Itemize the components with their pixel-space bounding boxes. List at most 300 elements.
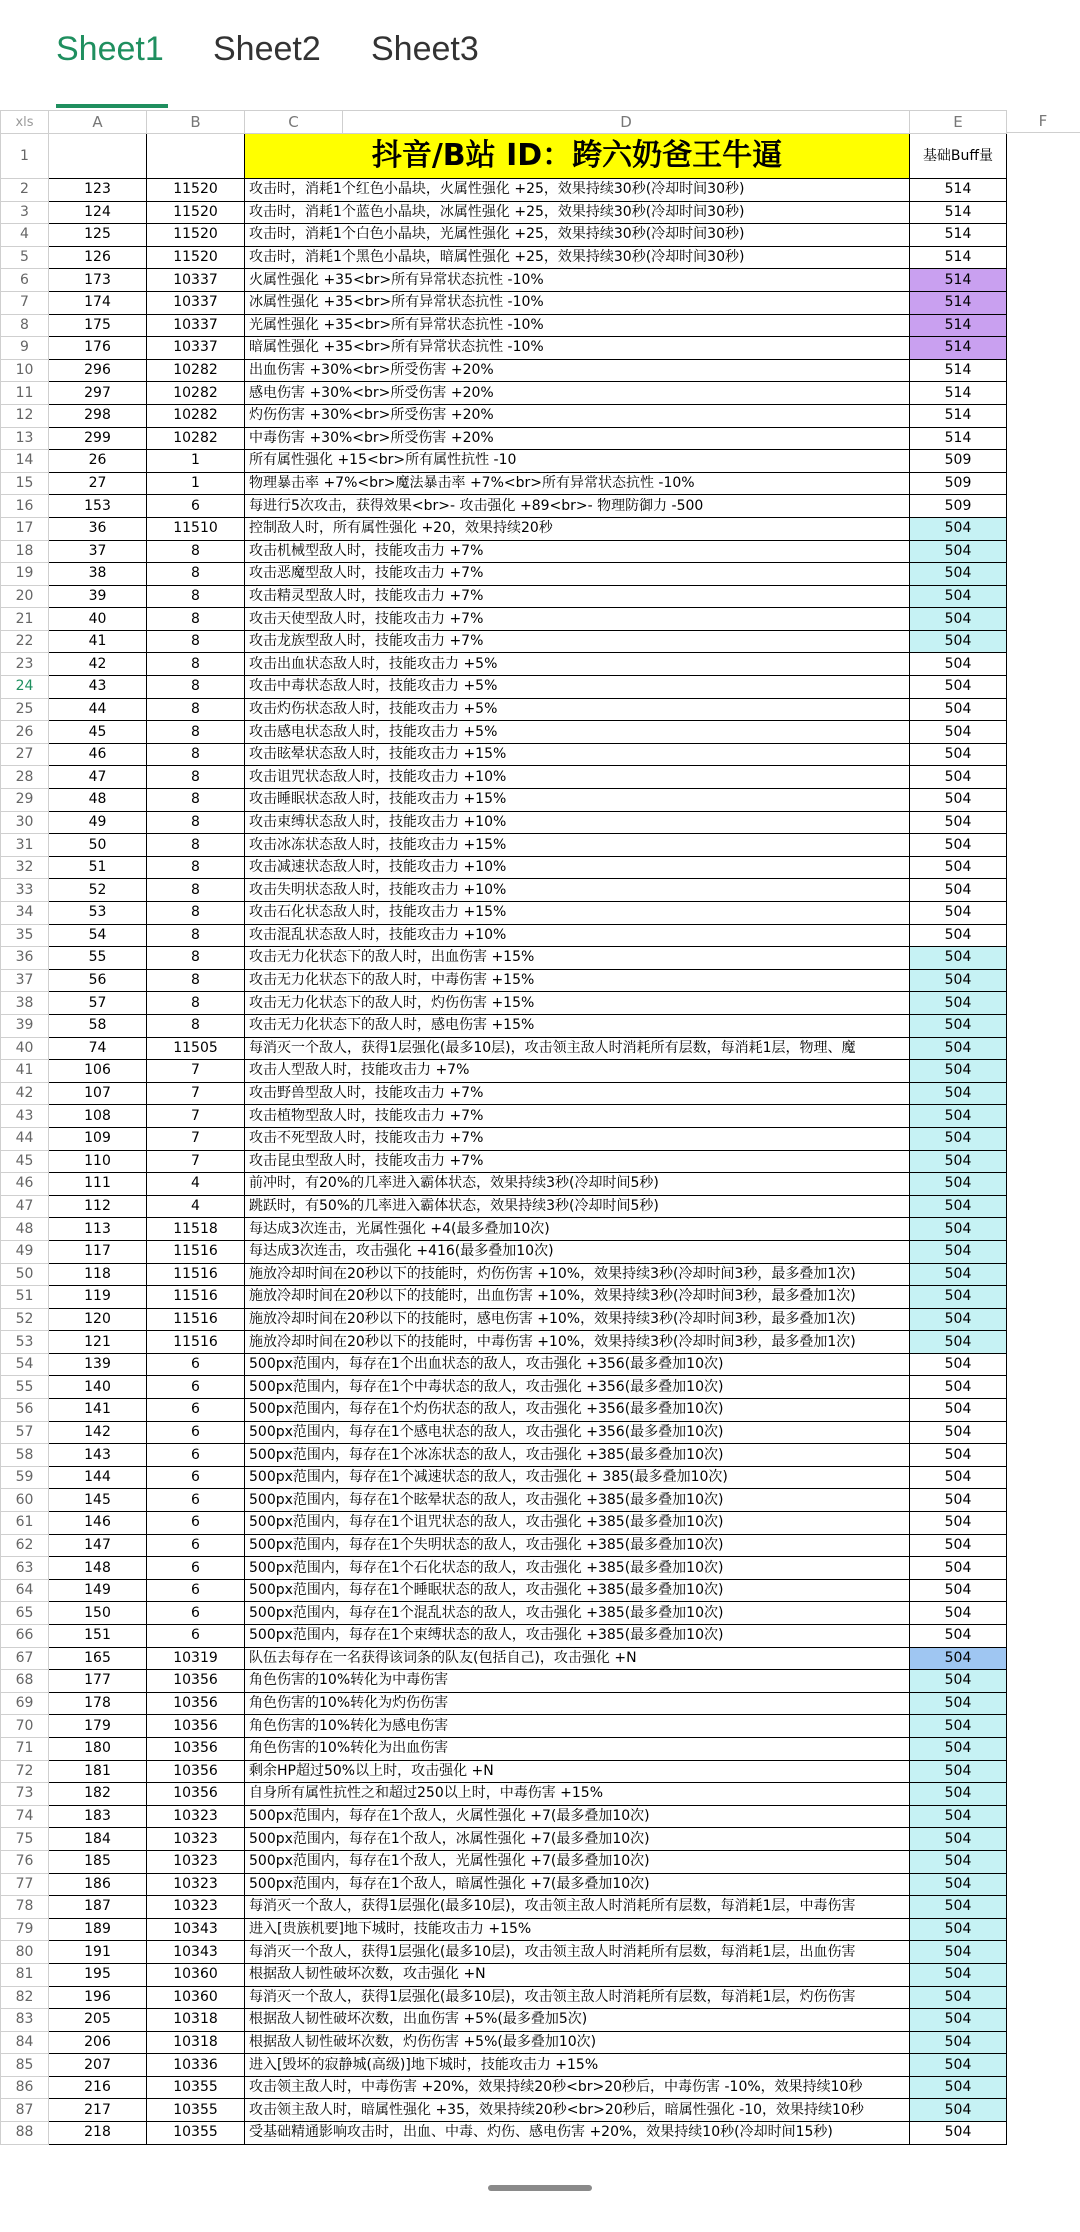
row-header[interactable]: 61	[1, 1512, 49, 1535]
column-header-e[interactable]: E	[910, 111, 1007, 134]
cell-buff[interactable]: 504	[910, 1602, 1007, 1625]
cell-description[interactable]: 物理暴击率 +7%<br>魔法暴击率 +7%<br>所有异常状态抗性 -10%	[245, 472, 910, 495]
cell-buff[interactable]: 504	[910, 1466, 1007, 1489]
cell-buff[interactable]: 504	[910, 1850, 1007, 1873]
cell-buff[interactable]: 504	[910, 1534, 1007, 1557]
tab-sheet2[interactable]: Sheet2	[213, 30, 321, 68]
cell-b[interactable]: 8	[147, 947, 245, 970]
tab-sheet1[interactable]: Sheet1	[56, 30, 164, 68]
row-header[interactable]: 86	[1, 2076, 49, 2099]
cell-buff[interactable]: 504	[910, 924, 1007, 947]
cell-b1[interactable]	[147, 134, 245, 179]
cell-a[interactable]: 174	[49, 291, 147, 314]
cell-a[interactable]: 44	[49, 698, 147, 721]
row-header[interactable]: 31	[1, 834, 49, 857]
row-header[interactable]: 28	[1, 766, 49, 789]
row-header[interactable]: 62	[1, 1534, 49, 1557]
cell-buff[interactable]: 504	[910, 1557, 1007, 1580]
cell-buff[interactable]: 504	[910, 1670, 1007, 1693]
cell-buff[interactable]: 514	[910, 314, 1007, 337]
row-header[interactable]: 1	[1, 134, 49, 179]
row-header[interactable]: 68	[1, 1670, 49, 1693]
cell-buff[interactable]: 504	[910, 743, 1007, 766]
column-header-d[interactable]: D	[343, 111, 910, 134]
cell-b[interactable]: 1	[147, 472, 245, 495]
cell-b[interactable]: 10356	[147, 1692, 245, 1715]
cell-b[interactable]: 8	[147, 585, 245, 608]
cell-b[interactable]: 6	[147, 1579, 245, 1602]
cell-b[interactable]: 8	[147, 653, 245, 676]
cell-a[interactable]: 195	[49, 1963, 147, 1986]
row-header[interactable]: 60	[1, 1489, 49, 1512]
cell-description[interactable]: 500px范围内，每存在1个敌人，光属性强化 +7(最多叠加10次)	[245, 1850, 910, 1873]
row-header[interactable]: 84	[1, 2031, 49, 2054]
cell-b[interactable]: 6	[147, 1444, 245, 1467]
cell-a[interactable]: 176	[49, 337, 147, 360]
row-header[interactable]: 57	[1, 1421, 49, 1444]
cell-a[interactable]: 153	[49, 495, 147, 518]
row-header[interactable]: 79	[1, 1918, 49, 1941]
cell-description[interactable]: 根据敌人韧性破坏次数，出血伤害 +5%(最多叠加5次)	[245, 2009, 910, 2032]
cell-buff[interactable]: 504	[910, 1805, 1007, 1828]
cell-a[interactable]: 117	[49, 1240, 147, 1263]
row-header[interactable]: 53	[1, 1331, 49, 1354]
cell-b[interactable]: 10323	[147, 1850, 245, 1873]
cell-a[interactable]: 48	[49, 789, 147, 812]
cell-a[interactable]: 54	[49, 924, 147, 947]
cell-description[interactable]: 受基础精通影响攻击时，出血、中毒、灼伤、感电伤害 +20%，效果持续10秒(冷却时间15秒)	[245, 2122, 910, 2145]
cell-buff[interactable]: 504	[910, 1783, 1007, 1806]
cell-a[interactable]: 218	[49, 2122, 147, 2145]
cell-buff[interactable]: 504	[910, 1579, 1007, 1602]
cell-buff[interactable]: 514	[910, 427, 1007, 450]
header-cell-e1[interactable]: 基础Buff量	[910, 134, 1007, 179]
row-header[interactable]: 75	[1, 1828, 49, 1851]
cell-description[interactable]: 攻击睡眠状态敌人时，技能攻击力 +15%	[245, 789, 910, 812]
cell-buff[interactable]: 504	[910, 1647, 1007, 1670]
cell-description[interactable]: 攻击无力化状态下的敌人时，灼伤伤害 +15%	[245, 992, 910, 1015]
cell-buff[interactable]: 504	[910, 1263, 1007, 1286]
row-header[interactable]: 20	[1, 585, 49, 608]
cell-buff[interactable]: 504	[910, 1127, 1007, 1150]
cell-buff[interactable]: 504	[910, 2122, 1007, 2145]
cell-buff[interactable]: 504	[910, 2031, 1007, 2054]
cell-buff[interactable]: 504	[910, 1060, 1007, 1083]
cell-a[interactable]: 207	[49, 2054, 147, 2077]
row-header[interactable]: 80	[1, 1941, 49, 1964]
cell-buff[interactable]: 504	[910, 879, 1007, 902]
cell-b[interactable]: 10319	[147, 1647, 245, 1670]
title-cell[interactable]: 抖音/B站 ID：跨六奶爸王牛逼	[245, 134, 910, 179]
row-header[interactable]: 9	[1, 337, 49, 360]
cell-buff[interactable]: 504	[910, 630, 1007, 653]
cell-buff[interactable]: 504	[910, 1240, 1007, 1263]
row-header[interactable]: 81	[1, 1963, 49, 1986]
home-indicator[interactable]	[488, 2185, 592, 2191]
cell-description[interactable]: 每达成3次连击，攻击强化 +416(最多叠加10次)	[245, 1240, 910, 1263]
cell-a[interactable]: 148	[49, 1557, 147, 1580]
cell-a[interactable]: 186	[49, 1873, 147, 1896]
cell-description[interactable]: 攻击诅咒状态敌人时，技能攻击力 +10%	[245, 766, 910, 789]
cell-description[interactable]: 500px范围内，每存在1个睡眠状态的敌人，攻击强化 +385(最多叠加10次)	[245, 1579, 910, 1602]
cell-a[interactable]: 109	[49, 1127, 147, 1150]
cell-buff[interactable]: 514	[910, 382, 1007, 405]
cell-description[interactable]: 每进行5次攻击，获得效果<br>- 攻击强化 +89<br>- 物理防御力 -500	[245, 495, 910, 518]
cell-buff[interactable]: 504	[910, 992, 1007, 1015]
cell-buff[interactable]: 514	[910, 246, 1007, 269]
cell-a[interactable]: 298	[49, 404, 147, 427]
cell-buff[interactable]: 504	[910, 1828, 1007, 1851]
cell-buff[interactable]: 504	[910, 834, 1007, 857]
cell-description[interactable]: 攻击不死型敌人时，技能攻击力 +7%	[245, 1127, 910, 1150]
cell-description[interactable]: 攻击精灵型敌人时，技能攻击力 +7%	[245, 585, 910, 608]
cell-b[interactable]: 10318	[147, 2031, 245, 2054]
cell-b[interactable]: 7	[147, 1105, 245, 1128]
cell-b[interactable]: 11518	[147, 1218, 245, 1241]
cell-description[interactable]: 火属性强化 +35<br>所有异常状态抗性 -10%	[245, 269, 910, 292]
cell-a[interactable]: 191	[49, 1941, 147, 1964]
row-header[interactable]: 71	[1, 1737, 49, 1760]
cell-description[interactable]: 500px范围内，每存在1个敌人，冰属性强化 +7(最多叠加10次)	[245, 1828, 910, 1851]
row-header[interactable]: 56	[1, 1399, 49, 1422]
cell-b[interactable]: 10355	[147, 2099, 245, 2122]
cell-a[interactable]: 26	[49, 450, 147, 473]
cell-description[interactable]: 攻击领主敌人时，暗属性强化 +35，效果持续20秒<br>20秒后，暗属性强化 -10，效果持续10秒	[245, 2099, 910, 2122]
cell-a1[interactable]	[49, 134, 147, 179]
cell-b[interactable]: 6	[147, 1421, 245, 1444]
cell-description[interactable]: 500px范围内，每存在1个敌人，火属性强化 +7(最多叠加10次)	[245, 1805, 910, 1828]
cell-buff[interactable]: 504	[910, 676, 1007, 699]
cell-b[interactable]: 10355	[147, 2076, 245, 2099]
cell-a[interactable]: 45	[49, 721, 147, 744]
cell-description[interactable]: 进入[贵族机要]地下城时，技能攻击力 +15%	[245, 1918, 910, 1941]
cell-description[interactable]: 进入[毁坏的寂静城(高级)]地下城时，技能攻击力 +15%	[245, 2054, 910, 2077]
row-header[interactable]: 7	[1, 291, 49, 314]
cell-b[interactable]: 8	[147, 834, 245, 857]
cell-description[interactable]: 灼伤伤害 +30%<br>所受伤害 +20%	[245, 404, 910, 427]
cell-b[interactable]: 10323	[147, 1805, 245, 1828]
row-header[interactable]: 38	[1, 992, 49, 1015]
cell-description[interactable]: 每消灭一个敌人，获得1层强化(最多10层)，攻击领主敌人时消耗所有层数，每消耗1层，物理、魔	[245, 1037, 910, 1060]
cell-buff[interactable]: 504	[910, 1918, 1007, 1941]
cell-description[interactable]: 感电伤害 +30%<br>所受伤害 +20%	[245, 382, 910, 405]
cell-buff[interactable]: 504	[910, 517, 1007, 540]
cell-b[interactable]: 11520	[147, 246, 245, 269]
row-header[interactable]: 39	[1, 1014, 49, 1037]
cell-buff[interactable]: 514	[910, 269, 1007, 292]
cell-a[interactable]: 58	[49, 1014, 147, 1037]
cell-a[interactable]: 46	[49, 743, 147, 766]
cell-a[interactable]: 217	[49, 2099, 147, 2122]
cell-description[interactable]: 500px范围内，每存在1个束缚状态的敌人，攻击强化 +385(最多叠加10次)	[245, 1625, 910, 1648]
cell-description[interactable]: 攻击天使型敌人时，技能攻击力 +7%	[245, 608, 910, 631]
cell-description[interactable]: 攻击人型敌人时，技能攻击力 +7%	[245, 1060, 910, 1083]
cell-buff[interactable]: 504	[910, 1444, 1007, 1467]
cell-b[interactable]: 10355	[147, 2122, 245, 2145]
row-header[interactable]: 34	[1, 902, 49, 925]
cell-b[interactable]: 6	[147, 1625, 245, 1648]
cell-buff[interactable]: 504	[910, 585, 1007, 608]
cell-b[interactable]: 8	[147, 902, 245, 925]
cell-description[interactable]: 500px范围内，每存在1个眩晕状态的敌人，攻击强化 +385(最多叠加10次)	[245, 1489, 910, 1512]
row-header[interactable]: 29	[1, 789, 49, 812]
cell-a[interactable]: 146	[49, 1512, 147, 1535]
cell-a[interactable]: 120	[49, 1308, 147, 1331]
row-header[interactable]: 51	[1, 1286, 49, 1309]
cell-b[interactable]: 10282	[147, 404, 245, 427]
cell-a[interactable]: 47	[49, 766, 147, 789]
cell-b[interactable]: 8	[147, 879, 245, 902]
row-header[interactable]: 52	[1, 1308, 49, 1331]
cell-b[interactable]: 6	[147, 1399, 245, 1422]
cell-b[interactable]: 6	[147, 1602, 245, 1625]
cell-b[interactable]: 11505	[147, 1037, 245, 1060]
row-header[interactable]: 13	[1, 427, 49, 450]
cell-b[interactable]: 11516	[147, 1286, 245, 1309]
row-header[interactable]: 49	[1, 1240, 49, 1263]
row-header[interactable]: 65	[1, 1602, 49, 1625]
cell-b[interactable]: 10360	[147, 1963, 245, 1986]
cell-description[interactable]: 500px范围内，每存在1个失明状态的敌人，攻击强化 +385(最多叠加10次)	[245, 1534, 910, 1557]
cell-b[interactable]: 8	[147, 969, 245, 992]
row-header[interactable]: 69	[1, 1692, 49, 1715]
row-header[interactable]: 36	[1, 947, 49, 970]
row-header[interactable]: 88	[1, 2122, 49, 2145]
cell-b[interactable]: 10356	[147, 1737, 245, 1760]
row-header[interactable]: 66	[1, 1625, 49, 1648]
cell-a[interactable]: 41	[49, 630, 147, 653]
cell-b[interactable]: 11516	[147, 1263, 245, 1286]
cell-buff[interactable]: 504	[910, 1286, 1007, 1309]
row-header[interactable]: 12	[1, 404, 49, 427]
row-header[interactable]: 25	[1, 698, 49, 721]
cell-description[interactable]: 出血伤害 +30%<br>所受伤害 +20%	[245, 359, 910, 382]
cell-buff[interactable]: 504	[910, 856, 1007, 879]
cell-b[interactable]: 8	[147, 676, 245, 699]
cell-a[interactable]: 52	[49, 879, 147, 902]
cell-buff[interactable]: 504	[910, 789, 1007, 812]
cell-a[interactable]: 196	[49, 1986, 147, 2009]
cell-description[interactable]: 自身所有属性抗性之和超过250以上时，中毒伤害 +15%	[245, 1783, 910, 1806]
cell-a[interactable]: 119	[49, 1286, 147, 1309]
cell-b[interactable]: 8	[147, 811, 245, 834]
cell-a[interactable]: 49	[49, 811, 147, 834]
cell-buff[interactable]: 504	[910, 1195, 1007, 1218]
cell-b[interactable]: 8	[147, 924, 245, 947]
cell-description[interactable]: 冰属性强化 +35<br>所有异常状态抗性 -10%	[245, 291, 910, 314]
cell-a[interactable]: 182	[49, 1783, 147, 1806]
cell-description[interactable]: 500px范围内，每存在1个中毒状态的敌人，攻击强化 +356(最多叠加10次)	[245, 1376, 910, 1399]
spreadsheet-grid[interactable]	[0, 110, 1080, 2145]
cell-b[interactable]: 10323	[147, 1896, 245, 1919]
cell-a[interactable]: 126	[49, 246, 147, 269]
cell-b[interactable]: 8	[147, 766, 245, 789]
cell-buff[interactable]: 514	[910, 224, 1007, 247]
row-header[interactable]: 78	[1, 1896, 49, 1919]
cell-b[interactable]: 7	[147, 1082, 245, 1105]
cell-buff[interactable]: 504	[910, 1737, 1007, 1760]
row-header[interactable]: 44	[1, 1127, 49, 1150]
row-header[interactable]: 64	[1, 1579, 49, 1602]
cell-buff[interactable]: 504	[910, 1512, 1007, 1535]
cell-description[interactable]: 根据敌人韧性破坏次数，灼伤伤害 +5%(最多叠加10次)	[245, 2031, 910, 2054]
row-header[interactable]: 21	[1, 608, 49, 631]
cell-description[interactable]: 攻击时，消耗1个黑色小晶块，暗属性强化 +25，效果持续30秒(冷却时间30秒)	[245, 246, 910, 269]
cell-a[interactable]: 108	[49, 1105, 147, 1128]
cell-buff[interactable]: 504	[910, 1037, 1007, 1060]
cell-a[interactable]: 151	[49, 1625, 147, 1648]
row-header[interactable]: 54	[1, 1353, 49, 1376]
column-header-f[interactable]: F	[1006, 110, 1080, 133]
cell-b[interactable]: 8	[147, 789, 245, 812]
cell-description[interactable]: 前冲时，有20%的几率进入霸体状态，效果持续3秒(冷却时间5秒)	[245, 1173, 910, 1196]
cell-buff[interactable]: 504	[910, 1986, 1007, 2009]
cell-buff[interactable]: 514	[910, 359, 1007, 382]
row-header[interactable]: 10	[1, 359, 49, 382]
cell-description[interactable]: 攻击混乱状态敌人时，技能攻击力 +10%	[245, 924, 910, 947]
cell-buff[interactable]: 504	[910, 947, 1007, 970]
cell-a[interactable]: 42	[49, 653, 147, 676]
cell-a[interactable]: 74	[49, 1037, 147, 1060]
cell-b[interactable]: 7	[147, 1060, 245, 1083]
cell-b[interactable]: 6	[147, 1353, 245, 1376]
cell-buff[interactable]: 504	[910, 1150, 1007, 1173]
cell-buff[interactable]: 504	[910, 540, 1007, 563]
row-header[interactable]: 70	[1, 1715, 49, 1738]
row-header[interactable]: 40	[1, 1037, 49, 1060]
cell-a[interactable]: 106	[49, 1060, 147, 1083]
row-header[interactable]: 82	[1, 1986, 49, 2009]
cell-a[interactable]: 57	[49, 992, 147, 1015]
cell-b[interactable]: 10337	[147, 337, 245, 360]
cell-buff[interactable]: 509	[910, 450, 1007, 473]
cell-description[interactable]: 500px范围内，每存在1个石化状态的敌人，攻击强化 +385(最多叠加10次)	[245, 1557, 910, 1580]
cell-b[interactable]: 10356	[147, 1670, 245, 1693]
cell-a[interactable]: 121	[49, 1331, 147, 1354]
cell-a[interactable]: 27	[49, 472, 147, 495]
cell-description[interactable]: 每消灭一个敌人，获得1层强化(最多10层)，攻击领主敌人时消耗所有层数，每消耗1层，中毒伤害	[245, 1896, 910, 1919]
cell-a[interactable]: 216	[49, 2076, 147, 2099]
cell-b[interactable]: 4	[147, 1173, 245, 1196]
cell-description[interactable]: 攻击灼伤状态敌人时，技能攻击力 +5%	[245, 698, 910, 721]
cell-a[interactable]: 112	[49, 1195, 147, 1218]
cell-buff[interactable]: 504	[910, 2076, 1007, 2099]
row-header[interactable]: 15	[1, 472, 49, 495]
cell-description[interactable]: 500px范围内，每存在1个感电状态的敌人，攻击强化 +356(最多叠加10次)	[245, 1421, 910, 1444]
cell-a[interactable]: 143	[49, 1444, 147, 1467]
cell-a[interactable]: 40	[49, 608, 147, 631]
cell-b[interactable]: 6	[147, 1466, 245, 1489]
row-header[interactable]: 18	[1, 540, 49, 563]
cell-description[interactable]: 攻击冰冻状态敌人时，技能攻击力 +15%	[245, 834, 910, 857]
cell-b[interactable]: 6	[147, 1489, 245, 1512]
row-header[interactable]: 63	[1, 1557, 49, 1580]
cell-b[interactable]: 6	[147, 1557, 245, 1580]
cell-description[interactable]: 施放冷却时间在20秒以下的技能时，出血伤害 +10%，效果持续3秒(冷却时间3秒，最多叠加1次)	[245, 1286, 910, 1309]
row-header[interactable]: 83	[1, 2009, 49, 2032]
cell-description[interactable]: 跳跃时，有50%的几率进入霸体状态，效果持续3秒(冷却时间5秒)	[245, 1195, 910, 1218]
cell-a[interactable]: 113	[49, 1218, 147, 1241]
cell-a[interactable]: 38	[49, 563, 147, 586]
row-header[interactable]: 47	[1, 1195, 49, 1218]
cell-buff[interactable]: 504	[910, 1105, 1007, 1128]
cell-a[interactable]: 185	[49, 1850, 147, 1873]
cell-a[interactable]: 184	[49, 1828, 147, 1851]
cell-b[interactable]: 8	[147, 698, 245, 721]
cell-buff[interactable]: 504	[910, 1399, 1007, 1422]
row-header[interactable]: 4	[1, 224, 49, 247]
cell-b[interactable]: 6	[147, 1376, 245, 1399]
cell-buff[interactable]: 504	[910, 2009, 1007, 2032]
cell-b[interactable]: 10360	[147, 1986, 245, 2009]
cell-a[interactable]: 39	[49, 585, 147, 608]
cell-a[interactable]: 299	[49, 427, 147, 450]
row-header[interactable]: 50	[1, 1263, 49, 1286]
cell-buff[interactable]: 504	[910, 721, 1007, 744]
cell-a[interactable]: 56	[49, 969, 147, 992]
cell-b[interactable]: 8	[147, 721, 245, 744]
cell-b[interactable]: 10282	[147, 359, 245, 382]
cell-buff[interactable]: 504	[910, 2099, 1007, 2122]
cell-description[interactable]: 角色伤害的10%转化为感电伤害	[245, 1715, 910, 1738]
cell-b[interactable]: 4	[147, 1195, 245, 1218]
row-header[interactable]: 42	[1, 1082, 49, 1105]
cell-a[interactable]: 36	[49, 517, 147, 540]
cell-description[interactable]: 攻击无力化状态下的敌人时，中毒伤害 +15%	[245, 969, 910, 992]
cell-b[interactable]: 8	[147, 540, 245, 563]
cell-b[interactable]: 11516	[147, 1240, 245, 1263]
cell-buff[interactable]: 504	[910, 653, 1007, 676]
cell-buff[interactable]: 504	[910, 1218, 1007, 1241]
cell-buff[interactable]: 504	[910, 1489, 1007, 1512]
cell-a[interactable]: 50	[49, 834, 147, 857]
cell-buff[interactable]: 514	[910, 201, 1007, 224]
cell-b[interactable]: 11510	[147, 517, 245, 540]
select-all-corner[interactable]: xls	[1, 111, 49, 134]
cell-a[interactable]: 43	[49, 676, 147, 699]
cell-b[interactable]: 8	[147, 743, 245, 766]
cell-description[interactable]: 攻击出血状态敌人时，技能攻击力 +5%	[245, 653, 910, 676]
cell-description[interactable]: 攻击无力化状态下的敌人时，感电伤害 +15%	[245, 1014, 910, 1037]
cell-b[interactable]: 10356	[147, 1783, 245, 1806]
cell-buff[interactable]: 504	[910, 1625, 1007, 1648]
cell-b[interactable]: 10282	[147, 382, 245, 405]
cell-description[interactable]: 根据敌人韧性破坏次数，攻击强化 +N	[245, 1963, 910, 1986]
row-header[interactable]: 8	[1, 314, 49, 337]
cell-a[interactable]: 118	[49, 1263, 147, 1286]
row-header[interactable]: 19	[1, 563, 49, 586]
cell-b[interactable]: 10337	[147, 314, 245, 337]
row-header[interactable]: 30	[1, 811, 49, 834]
row-header[interactable]: 16	[1, 495, 49, 518]
cell-buff[interactable]: 504	[910, 1421, 1007, 1444]
cell-buff[interactable]: 504	[910, 811, 1007, 834]
cell-b[interactable]: 11520	[147, 224, 245, 247]
cell-b[interactable]: 10356	[147, 1760, 245, 1783]
cell-buff[interactable]: 504	[910, 563, 1007, 586]
cell-a[interactable]: 296	[49, 359, 147, 382]
row-header[interactable]: 22	[1, 630, 49, 653]
cell-description[interactable]: 攻击时，消耗1个红色小晶块，火属性强化 +25，效果持续30秒(冷却时间30秒)	[245, 179, 910, 202]
cell-description[interactable]: 500px范围内，每存在1个灼伤状态的敌人，攻击强化 +356(最多叠加10次)	[245, 1399, 910, 1422]
cell-b[interactable]: 10323	[147, 1828, 245, 1851]
cell-description[interactable]: 500px范围内，每存在1个减速状态的敌人，攻击强化 + 385(最多叠加10次)	[245, 1466, 910, 1489]
row-header[interactable]: 85	[1, 2054, 49, 2077]
row-header[interactable]: 58	[1, 1444, 49, 1467]
cell-buff[interactable]: 504	[910, 1760, 1007, 1783]
cell-a[interactable]: 180	[49, 1737, 147, 1760]
cell-buff[interactable]: 514	[910, 179, 1007, 202]
